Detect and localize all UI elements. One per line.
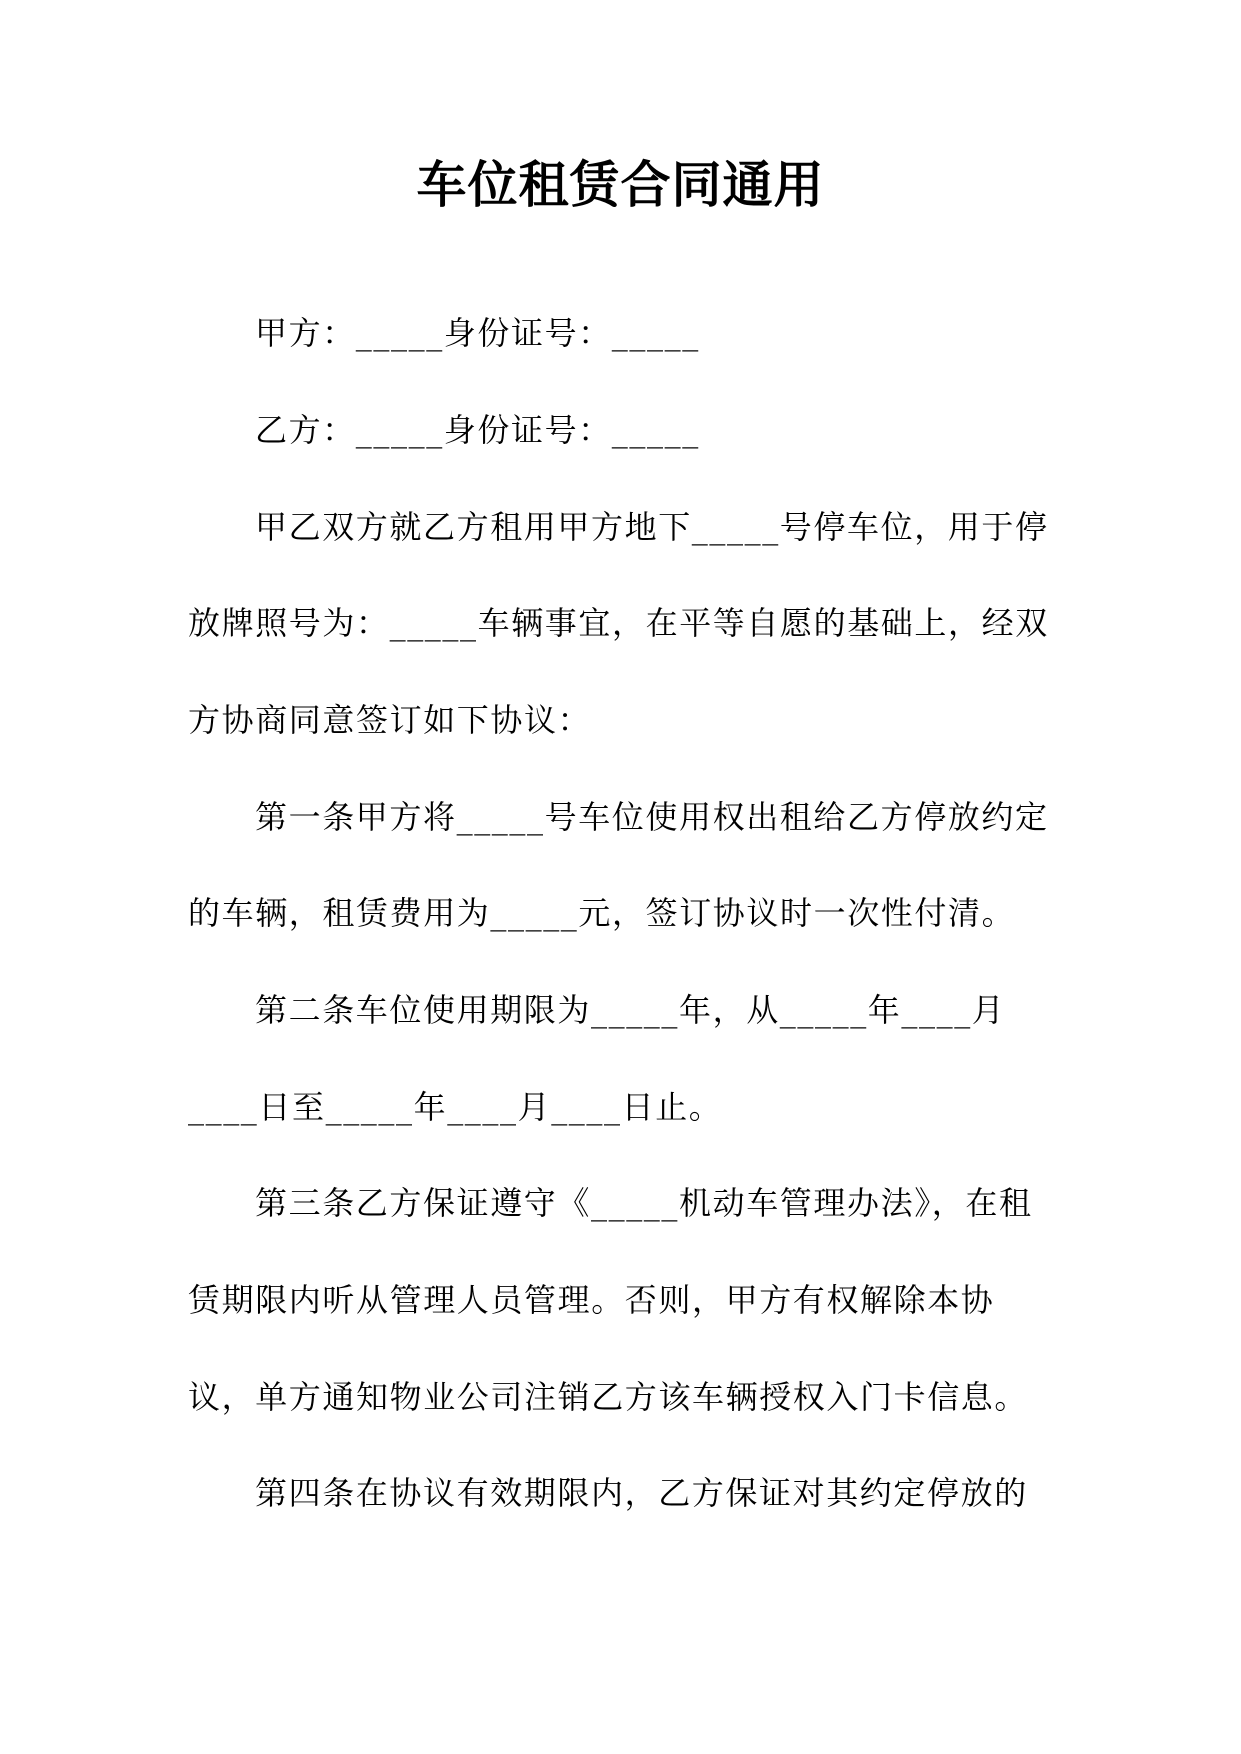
- article-4-line-1: 第四条在协议有效期限内，乙方保证对其约定停放的: [255, 1474, 1028, 1512]
- article-3-line-2: 赁期限内听从管理人员管理。否则，甲方有权解除本协: [188, 1281, 995, 1319]
- preamble-line-3: 方协商同意签订如下协议：: [188, 701, 592, 739]
- article-1-line-1: 第一条甲方将_____号车位使用权出租给乙方停放约定: [255, 798, 1049, 836]
- article-3-line-1: 第三条乙方保证遵守《_____机动车管理办法》，在租: [255, 1184, 1033, 1222]
- article-2-line-2: ____日至_____年____月____日止。: [188, 1088, 723, 1126]
- article-1-line-2: 的车辆，租赁费用为_____元，签订协议时一次性付清。: [188, 894, 1016, 932]
- party-b-line: 乙方：_____身份证号：_____: [255, 411, 700, 449]
- document-title: 车位租赁合同通用: [416, 156, 825, 214]
- article-2-line-1: 第二条车位使用期限为_____年，从_____年____月: [255, 991, 1006, 1029]
- preamble-line-1: 甲乙双方就乙方租用甲方地下_____号停车位，用于停: [255, 508, 1049, 546]
- preamble-line-2: 放牌照号为：_____车辆事宜，在平等自愿的基础上，经双: [188, 604, 1049, 642]
- article-3-line-3: 议，单方通知物业公司注销乙方该车辆授权入门卡信息。: [188, 1378, 1029, 1416]
- party-a-line: 甲方：_____身份证号：_____: [255, 314, 700, 352]
